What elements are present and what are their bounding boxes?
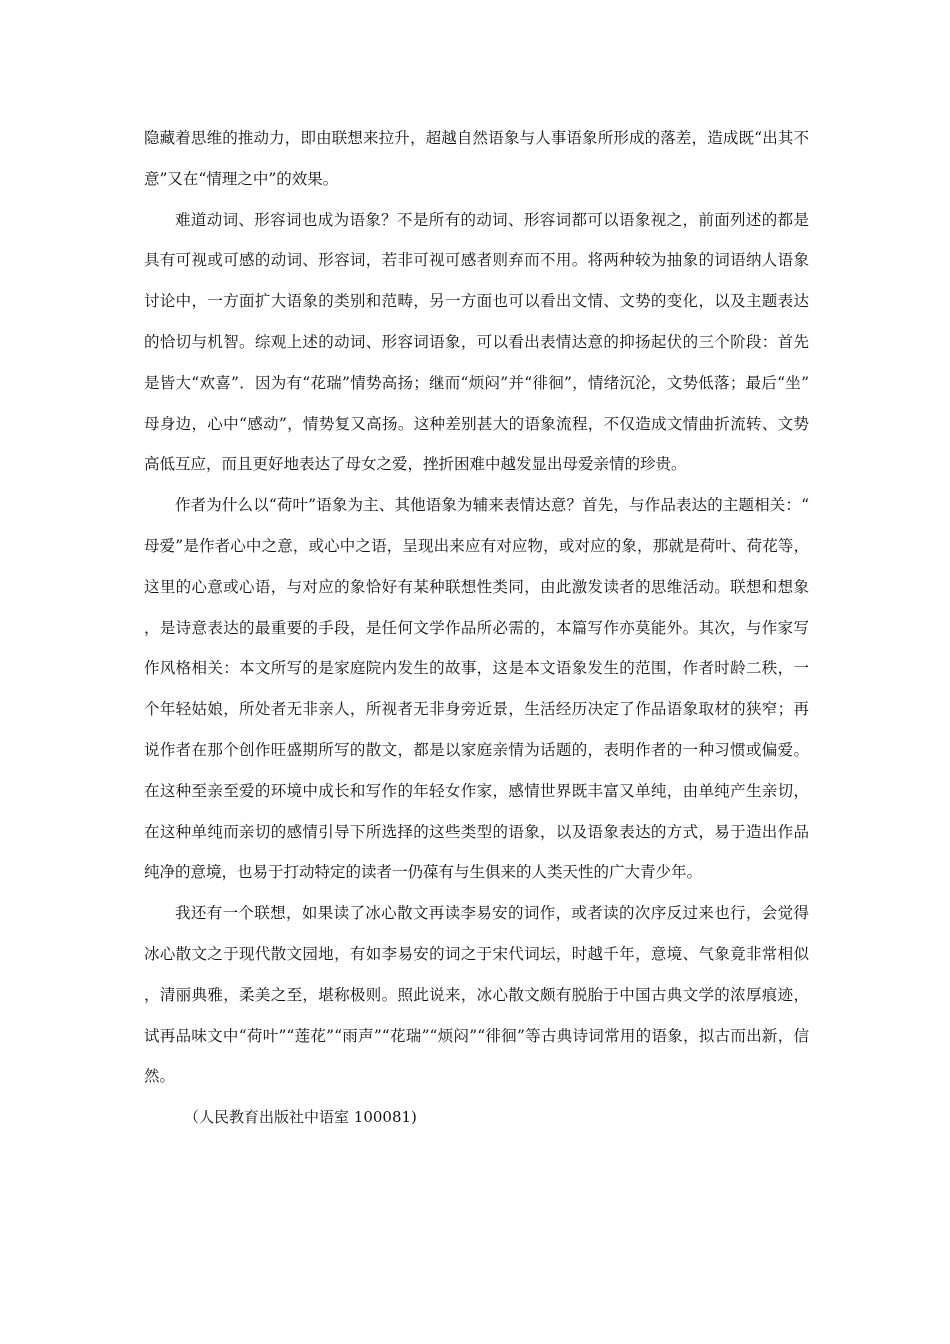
document-page: [144, 118, 809, 1138]
author-affiliation: （人民教育出版社中语室 100081): [184, 1108, 417, 1127]
paragraph-lotus-leaf: 作者为什么以“荷叶”语象为主、其他语象为辅来表情达意？首先，与作品表达的主题相关：“母爱”是作者心中之意，或心中之语，呈现出来应有对应物，或对应的象，那就是荷叶、荷花等，这里的心意或心语，与对应的象恰好有某种联想性类同，由此激发读者的思维活动。联想和想象，是诗意表达的最重要的手段，是任何文学作品所必需的，本篇写作亦莫能外。其次，与作家写作风格相关：本文所写的是家庭院内发生的故事，这是本文语象发生的范围，作者时龄二秩，一个年轻姑娘，所处者无非亲人，所视者无非身旁近景，生活经历决定了作品语象取材的狭窄；再说作者在那个创作旺盛期所写的散文，都是以家庭亲情为话题的，表明作者的一种习惯或偏爱。在这种至亲至爱的环境中成长和写作的年轻女作家，感情世界既丰富又单纯，由单纯产生亲切，在这种单纯而亲切的感情引导下所选择的这些类型的语象，以及语象表达的方式，易于造出作品纯净的意境，也易于打动特定的读者一仍葆有与生俱来的人类天性的广大青少年。: [144, 496, 809, 882]
paragraph-verbs-adjectives: 难道动词、形容词也成为语象？不是所有的动词、形容词都可以语象视之，前面列述的都是具有可视或可感的动词、形容词，若非可视可感者则弃而不用。将两种较为抽象的词语纳人语象讨论中，一方面扩大语象的类别和范畴，另一方面也可以看出文情、文势的变化，以及主题表达的恰切与机智。综观上述的动词、形容词语象，可以看出表情达意的抑扬起伏的三个阶段：首先是皆大“欢喜”．因为有“花瑞”情势高扬；继而“烦闷”并“徘徊”，情绪沉沦，文势低落；最后“坐”母身边，心中“感动”，情势复又高扬。这种差别甚大的语象流程，不仅造成文情曲折流转、文势高低互应，而且更好地表达了母女之爱，挫折困难中越发显出母爱亲情的珍贵。: [144, 210, 809, 474]
paragraph-li-yian: 我还有一个联想，如果读了冰心散文再读李易安的词作，或者读的次序反过来也行，会觉得冰心散文之于现代散文园地，有如李易安的词之于宋代词坛，时越千年，意境、气象竟非常相似，清丽典雅，柔美之至，堪称极则。照此说来，冰心散文颇有脱胎于中国古典文学的浓厚痕迹，试再品味文中“荷叶”“莲花”“雨声”“花瑞”“烦闷”“徘徊”等古典诗词常用的语象，拟古而出新，信然。: [144, 904, 809, 1086]
paragraph-continuation: 隐藏着思维的推动力，即由联想来拉升，超越自然语象与人事语象所形成的落差，造成既“出其不意”又在“情理之中”的效果。: [144, 129, 809, 188]
